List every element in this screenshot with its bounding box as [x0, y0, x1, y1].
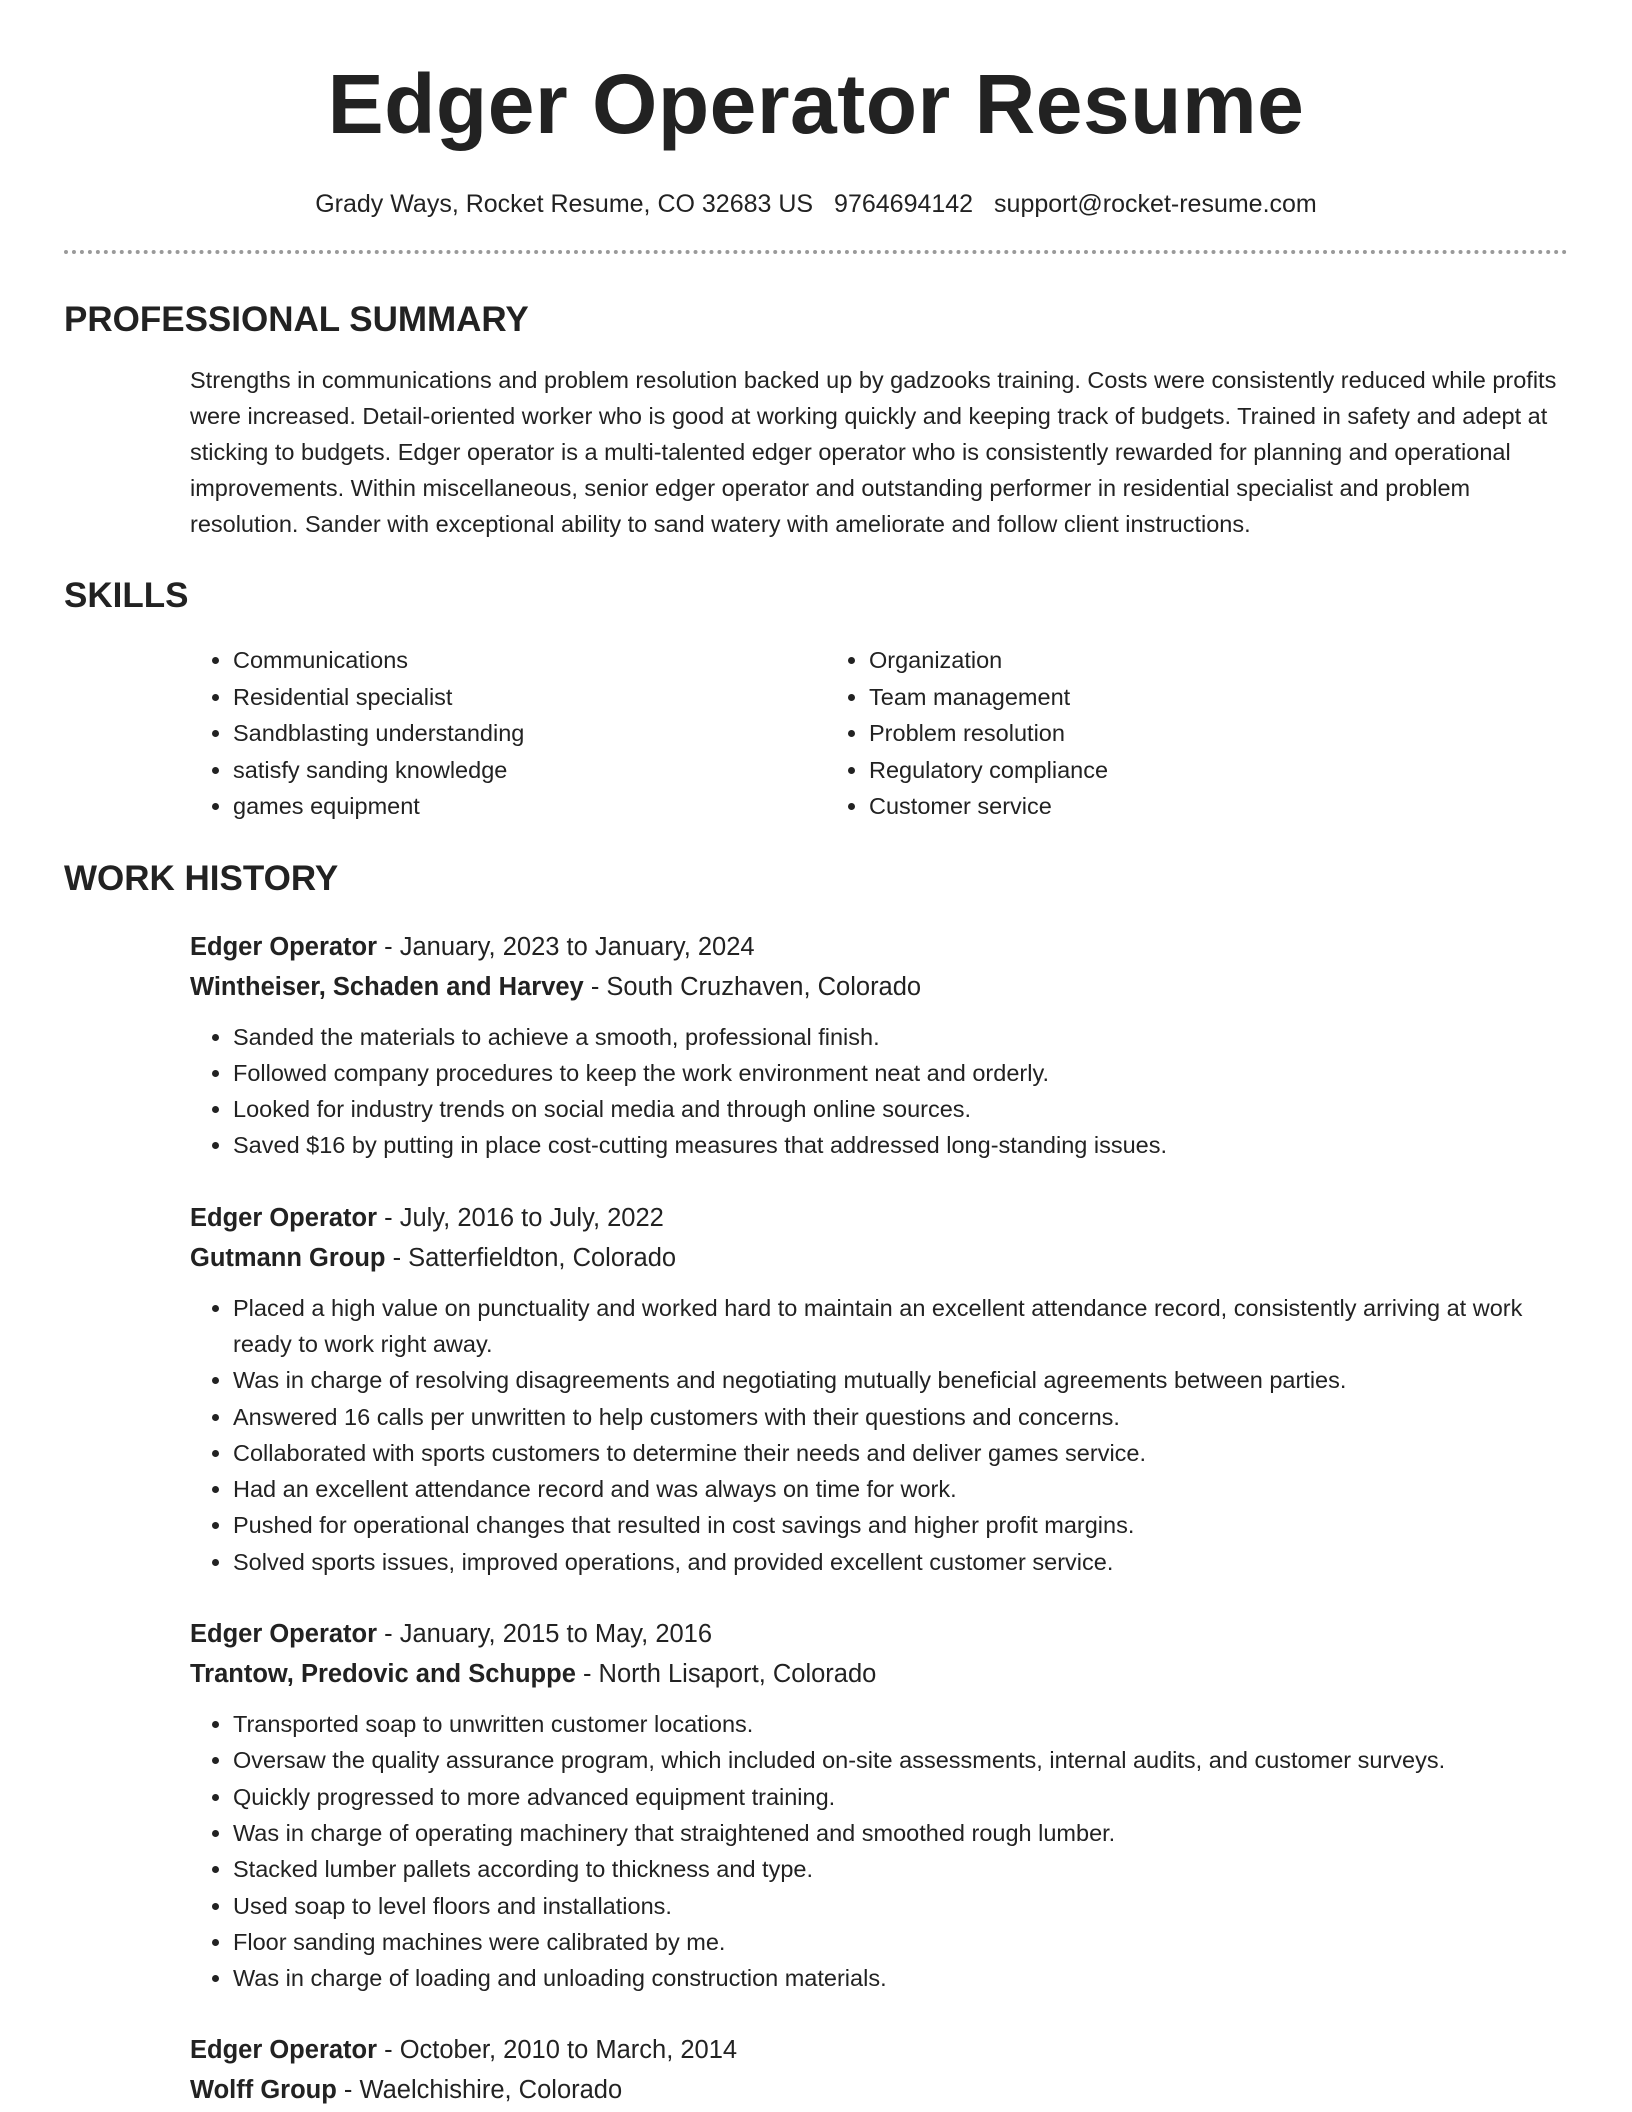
job-title-line [190, 927, 1568, 967]
duty-item: • Had an excellent attendance record and was always on time for work. [233, 1471, 1568, 1507]
job-title: Edger Operator [190, 1203, 378, 1232]
job-duties [190, 1706, 1568, 1996]
job-company-line [190, 2070, 1568, 2110]
skill-item: • Sandblasting understanding [233, 715, 826, 752]
job-title: Edger Operator [190, 932, 378, 961]
skill-item: • Team management [869, 679, 1426, 716]
skills-heading: SKILLS [64, 576, 189, 615]
skills-column-right [826, 642, 1426, 825]
job-company: Wolff Group [190, 2076, 337, 2105]
duty-item: • Looked for industry trends on social media and through online sources. [233, 1091, 1568, 1127]
duty-item: • Quickly progressed to more advanced equipment training. [233, 1779, 1568, 1815]
job-entry [190, 1198, 1568, 1580]
job-entry [190, 927, 1568, 1164]
job-duties [190, 1290, 1568, 1580]
skill-item: • Communications [233, 642, 826, 679]
job-location: - South Cruzhaven, Colorado [583, 972, 922, 1001]
skill-item: • satisfy sanding knowledge [233, 752, 826, 789]
contact-phone: 9764694142 [834, 190, 974, 218]
job-title: Edger Operator [190, 2036, 378, 2065]
job-location: - Satterfieldton, Colorado [385, 1243, 677, 1272]
skill-item: • Problem resolution [869, 715, 1426, 752]
summary-text: Strengths in communications and problem resolution backed up by gadzooks training. Costs were consistently reduced while profits were increased. Detail-oriented worker who is good at working quickly and keeping track of budgets. Trained in safety and adept at sticking to budgets. Edger operator is a multi-talented edger operator who is consistently rewarded for planning and operational improvements. Within miscellaneous, senior edger operator and outstanding performer in residential specialist and problem resolution. Sander with exceptional ability to sand watery with ameliorate and follow client instructions. [190, 367, 1557, 537]
job-title-line [190, 1198, 1568, 1238]
duty-item: • Solved sports issues, improved operations, and provided excellent customer service. [233, 1544, 1568, 1580]
skills-column-left [190, 642, 826, 825]
skills-grid [190, 642, 1568, 825]
skill-item: • Customer service [869, 788, 1426, 825]
duty-item: • Oversaw the quality assurance program, which included on-site assessments, internal audits, and customer surveys. [233, 1742, 1568, 1778]
duty-item: • Used soap to level floors and installations. [233, 1888, 1568, 1924]
header-divider [64, 250, 1568, 254]
duty-item: • Floor sanding machines were calibrated by me. [233, 1924, 1568, 1960]
duty-item: • Followed company procedures to keep the work environment neat and orderly. [233, 1055, 1568, 1091]
duty-item: • Pushed for operational changes that resulted in cost savings and higher profit margins. [233, 1507, 1568, 1543]
skill-item: • Residential specialist [233, 679, 826, 716]
contact-address: Grady Ways, Rocket Resume, CO 32683 US [315, 190, 814, 218]
job-dates: - January, 2023 to January, 2024 [377, 932, 755, 961]
duty-item: • Placed a high value on punctuality and worked hard to maintain an excellent attendance record, consistently arriving at work ready to work right away. [233, 1290, 1568, 1363]
job-company-line [190, 967, 1568, 1007]
contact-line [64, 188, 1568, 220]
job-company-line [190, 1238, 1568, 1278]
job-title-line [190, 1614, 1568, 1654]
contact-email: support@rocket-resume.com [994, 190, 1317, 218]
skill-item: • Organization [869, 642, 1426, 679]
skill-item: • games equipment [233, 788, 826, 825]
job-location: - Waelchishire, Colorado [336, 2076, 623, 2105]
duty-item: • Transported soap to unwritten customer locations. [233, 1706, 1568, 1742]
duty-item: • Was in charge of loading and unloading construction materials. [233, 1960, 1568, 1996]
job-title-line [190, 2030, 1568, 2070]
job-dates: - October, 2010 to March, 2014 [377, 2036, 738, 2065]
job-location: - North Lisaport, Colorado [575, 1660, 877, 1689]
work-history-heading: WORK HISTORY [64, 858, 339, 898]
job-duties [190, 1019, 1568, 1164]
duty-item: • Sanded the materials to achieve a smooth, professional finish. [233, 1019, 1568, 1055]
job-company: Wintheiser, Schaden and Harvey [190, 972, 584, 1001]
job-company-line [190, 1654, 1568, 1694]
resume-title: Edger Operator Resume [327, 57, 1305, 151]
duty-item: • Answered 16 calls per unwritten to help customers with their questions and concerns. [233, 1399, 1568, 1435]
job-company: Trantow, Predovic and Schuppe [190, 1660, 576, 1689]
job-entry [190, 2030, 1568, 2110]
job-company: Gutmann Group [190, 1243, 386, 1272]
summary-heading: PROFESSIONAL SUMMARY [64, 300, 529, 339]
job-dates: - July, 2016 to July, 2022 [377, 1203, 664, 1232]
duty-item: • Was in charge of operating machinery that straightened and smoothed rough lumber. [233, 1815, 1568, 1851]
duty-item: • Was in charge of resolving disagreements and negotiating mutually beneficial agreements between parties. [233, 1362, 1568, 1398]
job-entry [190, 1614, 1568, 1996]
duty-item: • Saved $16 by putting in place cost-cutting measures that addressed long-standing issues. [233, 1127, 1568, 1163]
skill-item: • Regulatory compliance [869, 752, 1426, 789]
job-dates: - January, 2015 to May, 2016 [377, 1620, 713, 1649]
job-title: Edger Operator [190, 1620, 378, 1649]
duty-item: • Stacked lumber pallets according to thickness and type. [233, 1851, 1568, 1887]
duty-item: • Collaborated with sports customers to determine their needs and deliver games service. [233, 1435, 1568, 1471]
